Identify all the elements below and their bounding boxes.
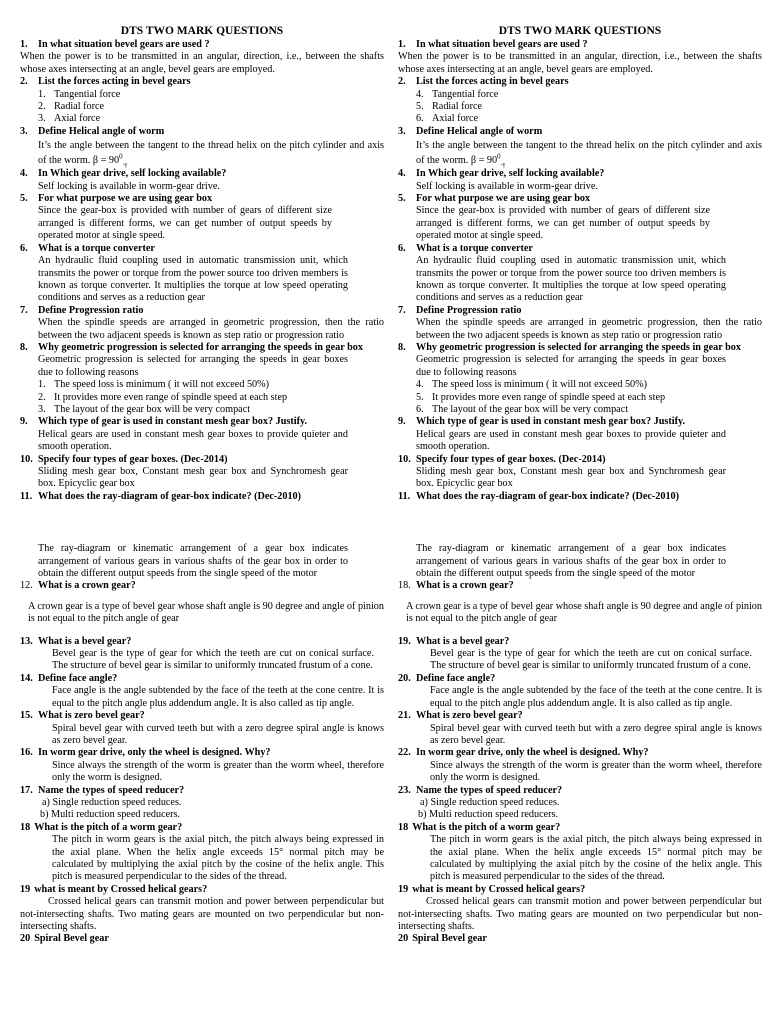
list-item: 2. It provides more even range of spindle speed at each step (38, 391, 288, 403)
question-number: 20. (398, 672, 411, 684)
answer-text: Bevel gear is the type of gear for which the teeth are cut on conical surface. The structure of bevel gear is similar to uniformly truncated frustum of a cone. (52, 648, 374, 672)
question-text: Name the types of speed reducer? (38, 784, 185, 796)
question-number: 19 (20, 883, 31, 895)
answer-text: When the power is to be transmitted in an angular, direction, i.e., between the shafts whose axes intersecting at an angle, bevel gears are employed. (20, 51, 384, 75)
question-7 (398, 305, 762, 342)
question-text: List the forces acting in bevel gears (416, 76, 569, 88)
question-text: Define Helical angle of worm (416, 125, 543, 137)
question-number: 14. (20, 672, 33, 684)
question-1 (20, 39, 384, 76)
list-item: 3. Axial force (38, 113, 101, 125)
answer-text: Helical gears are used in constant mesh gear boxes to provide quieter and smooth operation. (38, 428, 348, 453)
question-number: 23. (398, 784, 411, 796)
question-number: 19. (398, 635, 411, 647)
question-text: What does the ray-diagram of gear-box indicate? (Dec-2010) (38, 490, 302, 502)
question-8 (398, 342, 762, 416)
question-number: 5. (398, 193, 406, 205)
answer-text: Since always the strength of the worm is greater than the worm wheel, therefore only the worm is designed. (430, 759, 762, 784)
answer-text: Geometric progression is selected for arranging the speeds in gear boxes due to following reasons (38, 354, 348, 378)
question-number: 5. (20, 193, 28, 205)
question-18 (398, 822, 762, 884)
answer-text: Face angle is the angle subtended by the face of the teeth at the cone centre. It is equal to the pitch angle plus addendum angle. It is also called as tip angle. (52, 685, 384, 709)
list-item: 1. The speed loss is minimum ( it will not exceed 50%) (38, 379, 270, 391)
question-11 (398, 491, 762, 581)
question-text: In Which gear drive, self locking available? (38, 168, 227, 180)
question-text: Define Progression ratio (416, 304, 522, 316)
question-number: 10. (398, 453, 411, 465)
answer-text: Bevel gear is the type of gear for which the teeth are cut on conical surface. The structure of bevel gear is similar to uniformly truncated frustum of a cone. (430, 648, 752, 672)
question-text: In worm gear drive, only the wheel is designed. Why? (38, 747, 271, 759)
question-text: Why geometric progression is selected for arranging the speeds in gear box (416, 341, 741, 353)
question-text: Define Progression ratio (38, 304, 144, 316)
answer-text: b) Multi reduction speed reducers. (40, 809, 181, 821)
question-number: 12. (20, 580, 33, 592)
answer-text: An hydraulic fluid coupling used in automatic transmission unit, which transmits the power or torque from the power source too driven members is known as torque converter. It multiplies the torque at low speed operating conditions and serves as a reduction gear (416, 255, 726, 304)
answer-text: A crown gear is a type of bevel gear whose shaft angle is 90 degree and angle of pinion is not equal to the pitch angle of gear (406, 600, 762, 625)
question-number: 19 (398, 883, 409, 895)
answer-text: A crown gear is a type of bevel gear whose shaft angle is 90 degree and angle of pinion is not equal to the pitch angle of gear (28, 600, 384, 625)
question-8 (20, 342, 384, 416)
answer-text: When the spindle speeds are arranged in geometric progression, then the ratio between the two adjacent speeds is known as step ratio or progression ratio (416, 317, 762, 341)
answer-text: Spiral bevel gear with curved teeth but with a zero degree spiral angle is knows as zero bevel gear. (52, 722, 384, 746)
question-13 (398, 636, 762, 673)
question-6 (20, 243, 384, 305)
answer-text: a) Single reduction speed reduces. (42, 796, 182, 808)
question-text: Define Helical angle of worm (38, 125, 165, 137)
left-column (20, 24, 384, 946)
question-text: what is meant by Crossed helical gears? (412, 883, 586, 895)
question-text: Spiral Bevel gear (412, 933, 487, 945)
answer-text: Crossed helical gears can transmit motion and power between perpendicular but not-intersecting shafts. Two mating gears are mounted on two perpendicular but non-intersecting shafts. (398, 896, 762, 932)
question-number: 22. (398, 747, 411, 759)
answer-text: Geometric progression is selected for arranging the speeds in gear boxes due to following reasons (416, 354, 726, 378)
question-text: Which type of gear is used in constant mesh gear box? Justify. (38, 416, 308, 428)
question-20 (398, 933, 762, 945)
question-number: 2. (398, 76, 406, 88)
question-19 (20, 884, 384, 934)
question-text: Define face angle? (38, 672, 118, 684)
question-number: 3. (398, 125, 406, 137)
question-number: 2. (20, 76, 28, 88)
question-20 (20, 933, 384, 945)
question-text: For what purpose we are using gear box (416, 193, 591, 205)
question-text: Name the types of speed reducer? (416, 784, 563, 796)
question-15 (398, 710, 762, 747)
question-text: What is a crown gear? (38, 580, 136, 592)
list-item: 4. The speed loss is minimum ( it will not exceed 50%) (416, 379, 648, 391)
answer-text: Helical gears are used in constant mesh gear boxes to provide quieter and smooth operation. (416, 428, 726, 453)
answer-text: Self locking is available in worm-gear drive. (38, 180, 220, 192)
question-text: Which type of gear is used in constant mesh gear box? Justify. (416, 416, 686, 428)
question-number: 20 (20, 933, 31, 945)
answer-text: It’s the angle between the tangent to the thread helix on the pitch cylinder and axis of the worm. $\beta = 90^0_{-\gamma}$ (416, 140, 762, 169)
answer-text: The pitch in worm gears is the axial pitch, the pitch always being expressed in the axial plane. When the helix angle exceeds 15° normal pitch may be calculated by multiplying the axial pitch by the cosine of the helix angle. This pitch is measured perpendicular to the sides of the thread. (52, 834, 384, 883)
question-4 (398, 168, 762, 193)
question-number: 1. (398, 39, 406, 50)
list-item: 5. Radial force (416, 101, 483, 113)
question-14 (20, 673, 384, 710)
question-text: Specify four types of gear boxes. (Dec-2014) (416, 453, 606, 465)
answer-text: Since the gear-box is provided with number of gears of different size arranged is different forms, we can get number of output speeds by operated motor at single speed. (38, 205, 332, 242)
question-number: 11. (20, 490, 33, 502)
question-14 (398, 673, 762, 710)
question-number: 6. (20, 242, 28, 254)
list-item: 5. It provides more even range of spindle speed at each step (416, 391, 666, 403)
question-number: 17. (20, 784, 33, 796)
answer-text: An hydraulic fluid coupling used in automatic transmission unit, which transmits the power or torque from the power source too driven members is known as torque converter. It multiplies the torque at low speed operating conditions and serves as a reduction gear (38, 255, 348, 304)
question-text: What is zero bevel gear? (416, 710, 523, 722)
question-1 (398, 39, 762, 76)
question-7 (20, 305, 384, 342)
question-number: 6. (398, 242, 406, 254)
question-number: 10. (20, 453, 33, 465)
question-number: 8. (398, 341, 406, 353)
question-number: 8. (20, 341, 28, 353)
question-16 (398, 747, 762, 784)
question-text: In Which gear drive, self locking available? (416, 168, 605, 180)
question-text: What is zero bevel gear? (38, 710, 145, 722)
question-number: 4. (20, 168, 28, 180)
question-text: What is the pitch of a worm gear? (34, 821, 183, 833)
question-number: 13. (20, 635, 33, 647)
question-10 (398, 454, 762, 491)
question-number: 11. (398, 490, 411, 502)
question-11 (20, 491, 384, 581)
question-text: What is a crown gear? (416, 580, 514, 592)
list-item: 4. Tangential force (416, 88, 499, 100)
question-number: 20 (398, 933, 409, 945)
answer-text: Sliding mesh gear box, Constant mesh gear box and Synchromesh gear box. Epicyclic gear box (38, 466, 348, 490)
question-number: 3. (20, 125, 28, 137)
question-text: What is a bevel gear? (38, 635, 132, 647)
answer-text: b) Multi reduction speed reducers. (418, 809, 559, 821)
answer-text: Spiral bevel gear with curved teeth but with a zero degree spiral angle is knows as zero bevel gear. (430, 722, 762, 746)
list-item: 6. The layout of the gear box will be very compact (416, 403, 629, 415)
question-text: Specify four types of gear boxes. (Dec-2014) (38, 453, 228, 465)
answer-text: Sliding mesh gear box, Constant mesh gear box and Synchromesh gear box. Epicyclic gear box (416, 466, 726, 490)
answer-text: a) Single reduction speed reduces. (420, 796, 560, 808)
question-2 (398, 76, 762, 126)
question-text: For what purpose we are using gear box (38, 193, 213, 205)
answer-text: The ray-diagram or kinematic arrangement of a gear box indicates arrangement of various gears in various shafts of the gear box in order to obtain the different output speeds from the single speed of the motor (38, 543, 348, 580)
question-number: 1. (20, 39, 28, 50)
question-2 (20, 76, 384, 126)
question-12 (20, 580, 384, 635)
page-title: DTS TWO MARK QUESTIONS (498, 25, 662, 37)
question-16 (20, 747, 384, 784)
question-12 (398, 580, 762, 635)
question-text: what is meant by Crossed helical gears? (34, 883, 208, 895)
question-number: 15. (20, 710, 33, 722)
question-number: 18. (398, 580, 411, 592)
answer-text: Self locking is available in worm-gear drive. (416, 180, 598, 192)
question-text: List the forces acting in bevel gears (38, 76, 191, 88)
question-text: In worm gear drive, only the wheel is designed. Why? (416, 747, 649, 759)
question-5 (20, 193, 384, 243)
list-item: 3. The layout of the gear box will be very compact (38, 403, 251, 415)
answer-text: When the spindle speeds are arranged in geometric progression, then the ratio between the two adjacent speeds is known as step ratio or progression ratio (38, 317, 384, 341)
question-number: 7. (20, 304, 28, 316)
question-text: Why geometric progression is selected for arranging the speeds in gear box (38, 341, 363, 353)
question-text: What is a torque converter (416, 242, 533, 254)
answer-text: The ray-diagram or kinematic arrangement of a gear box indicates arrangement of various gears in various shafts of the gear box in order to obtain the different output speeds from the single speed of the motor (416, 543, 726, 580)
right-column (398, 24, 762, 946)
question-5 (398, 193, 762, 243)
question-number: 4. (398, 168, 406, 180)
question-number: 21. (398, 710, 411, 722)
question-number: 9. (398, 416, 406, 428)
question-6 (398, 243, 762, 305)
question-10 (20, 454, 384, 491)
question-17 (398, 785, 762, 822)
list-item: 6. Axial force (416, 113, 479, 125)
answer-text: Face angle is the angle subtended by the face of the teeth at the cone centre. It is equal to the pitch angle plus addendum angle. It is also called as tip angle. (430, 685, 762, 709)
question-3 (20, 126, 384, 168)
question-3 (398, 126, 762, 168)
question-17 (20, 785, 384, 822)
list-item: 1. Tangential force (38, 88, 121, 100)
question-15 (20, 710, 384, 747)
question-number: 9. (20, 416, 28, 428)
question-18 (20, 822, 384, 884)
question-number: 18 (20, 821, 31, 833)
question-text: What is the pitch of a worm gear? (412, 821, 561, 833)
question-text: In what situation bevel gears are used ? (38, 39, 210, 50)
answer-text: When the power is to be transmitted in an angular, direction, i.e., between the shafts whose axes intersecting at an angle, bevel gears are employed. (398, 51, 762, 75)
answer-text: Crossed helical gears can transmit motion and power between perpendicular but not-intersecting shafts. Two mating gears are mounted on two perpendicular but non-intersecting shafts. (20, 896, 384, 932)
question-number: 18 (398, 821, 409, 833)
question-text: In what situation bevel gears are used ? (416, 39, 588, 50)
question-number: 7. (398, 304, 406, 316)
question-4 (20, 168, 384, 193)
question-text: Spiral Bevel gear (34, 933, 109, 945)
answer-text: The pitch in worm gears is the axial pitch, the pitch always being expressed in the axial plane. When the helix angle exceeds 15° normal pitch may be calculated by multiplying the axial pitch by the cosine of the helix angle. This pitch is measured perpendicular to the sides of the thread. (430, 834, 762, 883)
question-13 (20, 636, 384, 673)
answer-text: Since always the strength of the worm is greater than the worm wheel, therefore only the worm is designed. (52, 759, 384, 784)
question-19 (398, 884, 762, 934)
answer-text: Since the gear-box is provided with number of gears of different size arranged is different forms, we can get number of output speeds by operated motor at single speed. (416, 205, 710, 242)
question-text: What does the ray-diagram of gear-box indicate? (Dec-2010) (416, 490, 680, 502)
question-text: What is a torque converter (38, 242, 155, 254)
question-9 (398, 416, 762, 453)
page-title: DTS TWO MARK QUESTIONS (120, 25, 284, 37)
list-item: 2. Radial force (38, 101, 105, 113)
question-text: What is a bevel gear? (416, 635, 510, 647)
question-number: 16. (20, 747, 33, 759)
question-text: Define face angle? (416, 672, 496, 684)
question-9 (20, 416, 384, 453)
answer-text: It’s the angle between the tangent to the thread helix on the pitch cylinder and axis of the worm. $\beta = 90^0_{-\gamma}$ (38, 140, 384, 169)
